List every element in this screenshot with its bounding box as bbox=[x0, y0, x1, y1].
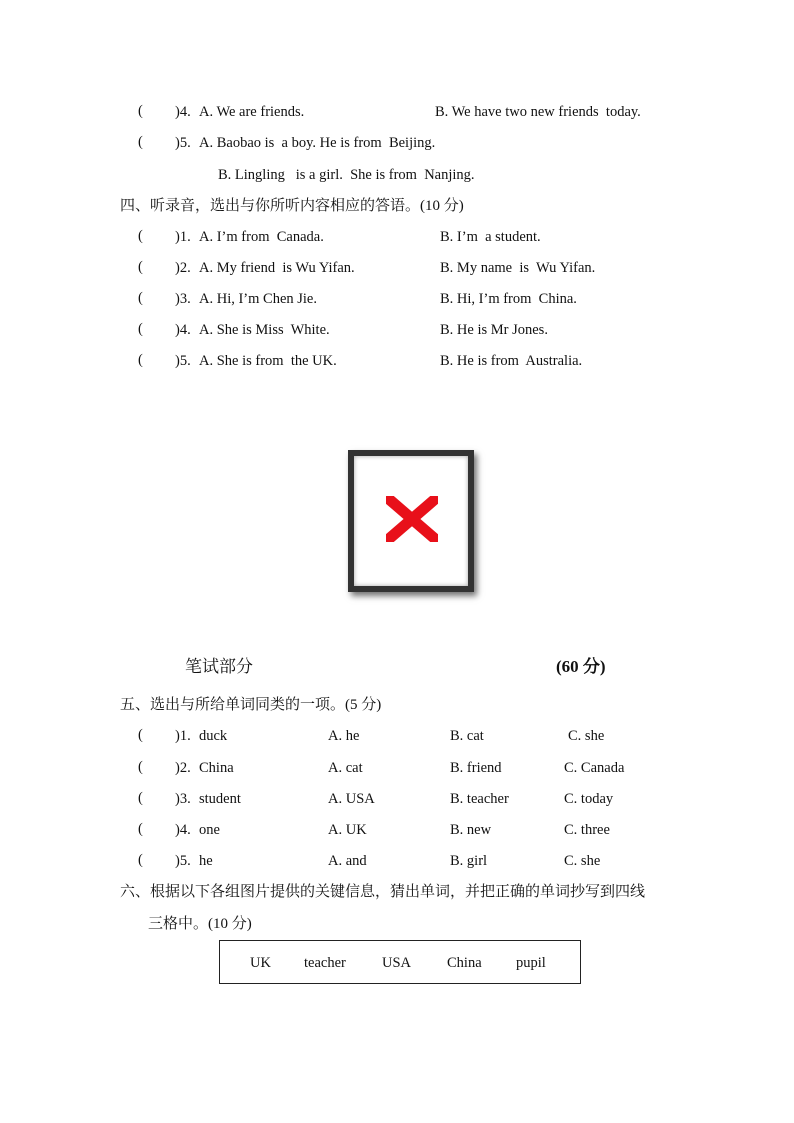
option-b: B. teacher bbox=[450, 791, 509, 807]
option-b: B. girl bbox=[450, 853, 488, 869]
answer-paren: ( bbox=[138, 134, 143, 150]
option-a: A. I’m from Canada. bbox=[199, 229, 324, 245]
answer-paren: ( bbox=[138, 790, 143, 806]
option-a: A. My friend is Wu Yifan. bbox=[199, 260, 355, 276]
given-word: he bbox=[199, 853, 213, 869]
option-b: B. cat bbox=[450, 728, 484, 744]
option-a: A. he bbox=[328, 728, 360, 744]
word-bank-item: pupil bbox=[516, 955, 546, 971]
written-part-label: 笔试部分 bbox=[185, 657, 253, 676]
question-number: )2. bbox=[175, 760, 191, 776]
answer-paren: ( bbox=[138, 290, 143, 306]
answer-paren: ( bbox=[138, 727, 143, 743]
section-6-heading: 六、根据以下各组图片提供的关键信息，猜出单词，并把正确的单词抄写到四线 bbox=[120, 884, 646, 900]
given-word: one bbox=[199, 822, 220, 838]
section-5-heading: 五、选出与所给单词同类的一项。(5 分) bbox=[120, 697, 382, 713]
option-c: C. Canada bbox=[564, 760, 625, 776]
answer-paren: ( bbox=[138, 852, 143, 868]
option-b: B. Hi, I’m from China. bbox=[440, 291, 577, 307]
option-c: C. three bbox=[564, 822, 610, 838]
word-bank-item: UK bbox=[250, 955, 271, 971]
answer-paren: ( bbox=[138, 759, 143, 775]
section-6-heading-cont: 三格中。(10 分) bbox=[148, 916, 252, 932]
option-a: A. Baobao is a boy. He is from Beijing. bbox=[199, 135, 436, 151]
question-number: )2. bbox=[175, 260, 191, 276]
option-a: A. She is from the UK. bbox=[199, 353, 337, 369]
option-c: C. she bbox=[564, 853, 601, 869]
option-b: B. Lingling is a girl. She is from Nanjing. bbox=[218, 167, 475, 183]
option-c: C. she bbox=[568, 728, 605, 744]
section-4-heading: 四、听录音，选出与你所听内容相应的答语。(10 分) bbox=[120, 198, 464, 214]
option-a: A. USA bbox=[328, 791, 375, 807]
option-a: A. UK bbox=[328, 822, 367, 838]
option-a: A. Hi, I’m Chen Jie. bbox=[199, 291, 317, 307]
written-part-score: (60 分) bbox=[556, 657, 606, 676]
option-b: B. He is from Australia. bbox=[440, 353, 583, 369]
option-c: C. today bbox=[564, 791, 614, 807]
question-number: )1. bbox=[175, 229, 191, 245]
option-b: B. new bbox=[450, 822, 492, 838]
question-number: )4. bbox=[175, 322, 191, 338]
given-word: China bbox=[199, 760, 234, 776]
word-bank-item: China bbox=[447, 955, 482, 971]
answer-paren: ( bbox=[138, 821, 143, 837]
option-b: B. He is Mr Jones. bbox=[440, 322, 548, 338]
option-b: B. My name is Wu Yifan. bbox=[440, 260, 596, 276]
option-a: A. She is Miss White. bbox=[199, 322, 330, 338]
given-word: duck bbox=[199, 728, 228, 744]
option-a: A. and bbox=[328, 853, 367, 869]
option-b: B. We have two new friends today. bbox=[435, 104, 641, 120]
red-x-icon bbox=[386, 496, 438, 542]
broken-image-icon bbox=[348, 450, 474, 592]
question-number: )4. bbox=[175, 104, 191, 120]
question-number: )1. bbox=[175, 728, 191, 744]
answer-paren: ( bbox=[138, 103, 143, 119]
question-number: )4. bbox=[175, 822, 191, 838]
question-number: )3. bbox=[175, 791, 191, 807]
question-number: )5. bbox=[175, 353, 191, 369]
option-b: B. friend bbox=[450, 760, 502, 776]
word-bank-item: USA bbox=[382, 955, 412, 971]
option-a: A. cat bbox=[328, 760, 363, 776]
word-bank-item: teacher bbox=[304, 955, 346, 971]
option-b: B. I’m a student. bbox=[440, 229, 541, 245]
answer-paren: ( bbox=[138, 228, 143, 244]
option-a: A. We are friends. bbox=[199, 104, 305, 120]
question-number: )5. bbox=[175, 853, 191, 869]
question-number: )3. bbox=[175, 291, 191, 307]
answer-paren: ( bbox=[138, 321, 143, 337]
answer-paren: ( bbox=[138, 259, 143, 275]
word-bank bbox=[219, 940, 581, 984]
question-number: )5. bbox=[175, 135, 191, 151]
given-word: student bbox=[199, 791, 241, 807]
answer-paren: ( bbox=[138, 352, 143, 368]
